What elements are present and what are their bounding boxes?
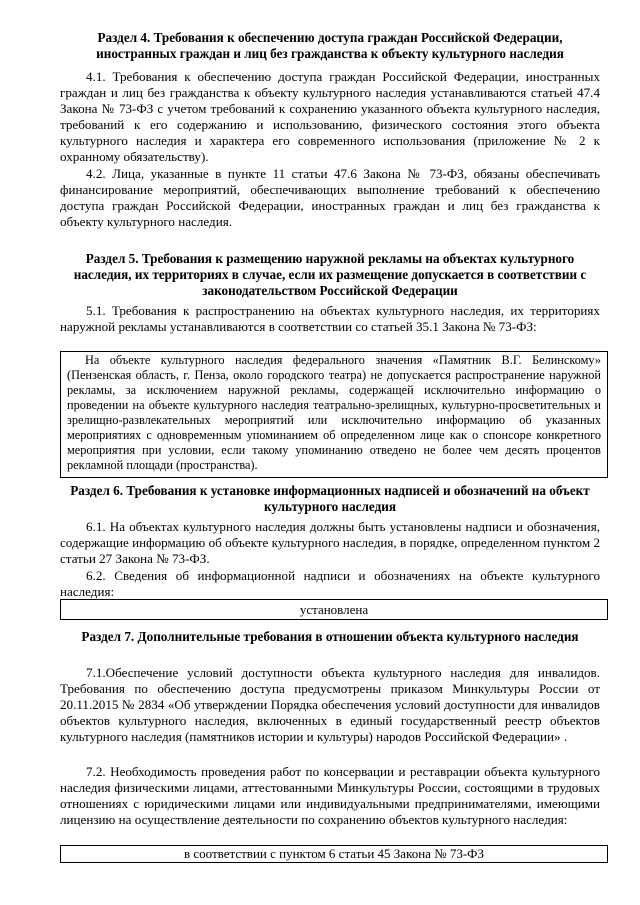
- section-6-paragraph-1: 6.1. На объектах культурного наследия должны быть установлены надписи и обозначения, содержащие информацию об объекте культурного наследия, в порядке, определенном пунктом 2 статьи 27 Закона № 73-ФЗ.: [60, 519, 600, 566]
- section-7-paragraph-2: 7.2. Необходимость проведения работ по консервации и реставрации объекта культурного наследия физическими лицами, аттестованными Минкультуры России, состоящими в трудовых отношениях с юридическими лицами или индивидуальными предпринимателями, имеющими лицензию на осуществление деятельности по сохранению объектов культурного наследия:: [60, 764, 600, 827]
- inscription-status-value: установлена: [299, 602, 369, 617]
- section-5-paragraph-1: 5.1. Требования к распространению на объектах культурного наследия, их территориях наружной рекламы устанавливаются в соответствии со статьей 35.1 Закона № 73-ФЗ:: [60, 303, 600, 334]
- section-4-heading: Раздел 4. Требования к обеспечению доступа граждан Российской Федерации, иностранных граждан и лиц без гражданства к объекту культурного наследия: [96, 30, 564, 61]
- section-6-paragraph-2: 6.2. Сведения об информационной надписи и обозначениях на объекте культурного наследия:: [60, 568, 600, 599]
- section-4-paragraph-2: 4.2. Лица, указанные в пункте 11 статьи 47.6 Закона № 73-ФЗ, обязаны обеспечивать финансирование мероприятий, обеспечивающих выполнение требований к обеспечению доступа граждан Российской Федерации, иностранных граждан и лиц без гражданства к объекту культурного наследия.: [60, 166, 600, 229]
- inscription-status-box: [60, 599, 608, 620]
- section-7-heading: Раздел 7. Дополнительные требования в отношении объекта культурного наследия: [81, 629, 579, 644]
- advertising-requirements-box: [60, 351, 608, 478]
- restoration-requirement-box: [60, 845, 608, 863]
- section-4-paragraph-1: 4.1. Требования к обеспечению доступа граждан Российской Федерации, иностранных граждан и лиц без гражданства к объекту культурного наследия устанавливаются статьей 47.4 Закона № 73-ФЗ с учетом требований к сохранению указанного объекта культурного наследия, требований к его содержанию и использованию, физического состояния этого объекта культурного наследия и характера его современного использования (приложение № 2 к охранному обязательству).: [60, 69, 600, 164]
- section-5-heading: Раздел 5. Требования к размещению наружной рекламы на объектах культурного наследия, их территориях в случае, если их размещение допускается в соответствии с законодательством Российской Федерации: [73, 251, 587, 298]
- restoration-requirement-value: в соответствии с пунктом 6 статьи 45 Закона № 73-ФЗ: [184, 846, 484, 861]
- section-6-heading: Раздел 6. Требования к установке информационных надписей и обозначений на объект культурного наследия: [70, 483, 590, 514]
- advertising-requirements-text: На объекте культурного наследия федерального значения «Памятник В.Г. Белинскому» (Пензенская область, г. Пенза, около городского театра) не допускается распространение наружной рекламы, за исключением наружной рекламы, содержащей исключительно информацию о проведении на объекте культурного наследия театрально-зрелищных, культурно-просветительных и зрелищно-развлекательных мероприятий или исключительно информацию об указанных мероприятиях с одновременным упоминанием об определенном лице как о спонсоре конкретного мероприятия при условии, если такому упоминанию отведено не более чем десять процентов рекламной площади (пространства).: [67, 353, 601, 472]
- section-7-paragraph-1: 7.1.Обеспечение условий доступности объекта культурного наследия для инвалидов. Требования по обеспечению доступа предусмотрены приказом Минкультуры России от 20.11.2015 № 2834 «Об утверждении Порядка обеспечения условий доступности для инвалидов объектов культурного наследия, включенных в единый государственный реестр объектов культурного наследия (памятников истории и культуры) народов Российской Федерации» .: [60, 665, 600, 744]
